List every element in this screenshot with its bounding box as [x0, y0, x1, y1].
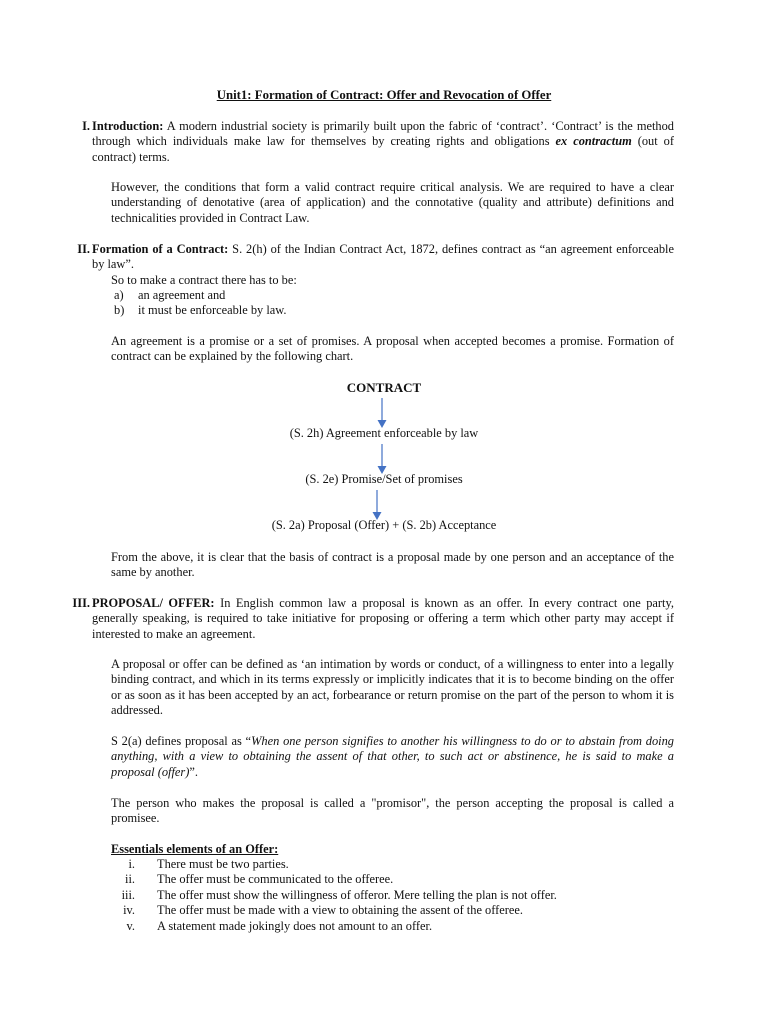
list-marker: a)	[114, 288, 124, 302]
essentials-list	[111, 857, 671, 934]
list-text: it must be enforceable by law.	[138, 303, 287, 318]
list-item	[111, 888, 671, 903]
formation-text: S. 2(h) of the Indian Contract Act, 1872, defines contract as “an agreement enforceable by law”.	[92, 242, 675, 272]
intro-latin-term: ex contractum	[555, 134, 632, 149]
list-text: an agreement and	[138, 288, 226, 302]
chart-node-proposal-acceptance: (S. 2a) Proposal (Offer) + (S. 2b) Acceptance	[271, 518, 497, 532]
offer-text: In English common law a proposal is known as an offer. In every contract one party, generally speaking, is required to take initiative for proposing or offering a term which other party may accept if interested to make an agreement.	[92, 596, 674, 641]
section-number-intro: I.	[82, 119, 90, 133]
chart-node-agreement: (S. 2h) Agreement enforceable by law	[289, 426, 479, 440]
list-text: A statement made jokingly does not amount to an offer.	[157, 918, 433, 933]
list-item	[111, 857, 671, 872]
essentials-heading: Essentials elements of an Offer:	[111, 842, 279, 856]
chart-node-contract: CONTRACT	[346, 380, 422, 395]
list-marker: i.	[128, 857, 135, 871]
list-item	[111, 919, 671, 934]
intro-heading: Introduction:	[92, 119, 164, 133]
offer-definition-end: ”.	[189, 764, 198, 779]
list-item	[111, 903, 671, 918]
list-marker: iv.	[123, 903, 135, 918]
formation-list-item	[111, 303, 671, 318]
formation-heading: Formation of a Contract:	[92, 242, 229, 256]
section-number-formation: II.	[77, 242, 90, 256]
list-text: The offer must be made with a view to obtaining the assent of the offeree.	[157, 903, 523, 918]
list-marker: iii.	[121, 887, 135, 902]
list-text: The offer must show the willingness of offeror. Mere telling the plan is not offer.	[157, 887, 557, 902]
document-title: Unit1: Formation of Contract: Offer and Revocation of Offer	[216, 88, 552, 102]
formation-paragraph-1	[92, 242, 674, 273]
offer-paragraph-1	[92, 596, 674, 642]
formation-list-item	[111, 288, 671, 303]
formation-lead: So to make a contract there has to be:	[111, 273, 297, 287]
intro-text-b: (out of contract) terms.	[92, 134, 675, 164]
list-marker: v.	[126, 918, 135, 933]
formation-list	[111, 288, 671, 319]
offer-paragraph-4: The person who makes the proposal is called a "promisor", the person accepting the proposal is called a promisee.	[111, 796, 674, 826]
offer-definition-lead: S 2(a) defines proposal as “	[111, 734, 252, 748]
list-text: There must be two parties.	[157, 857, 289, 871]
chart-node-promise: (S. 2e) Promise/Set of promises	[305, 472, 463, 486]
list-marker: b)	[114, 303, 125, 318]
offer-paragraph-2: A proposal or offer can be defined as ‘an intimation by words or conduct, of a willingness to enter into a legally binding contract, and which in its terms expressly or implicitly indicates that it is to become binding on the offer or as soon as it has been accepted by an act, forbearance or return promise on the part of the person to whom it is addressed.	[111, 657, 674, 718]
offer-heading: PROPOSAL/ OFFER:	[92, 596, 215, 610]
formation-paragraph-2: An agreement is a promise or a set of promises. A proposal when accepted becomes a promise. Formation of contract can be explained by the following chart.	[111, 334, 674, 364]
offer-definition-quote: When one person signifies to another his willingness to do or to abstain from doing anything, with a view to obtaining the assent of that other, to such act or abstinence, he is said to make a proposal (offer)	[111, 734, 674, 779]
intro-paragraph-1	[92, 119, 674, 165]
section-number-offer: III.	[72, 596, 90, 610]
intro-text-a: A modern industrial society is primarily built upon the fabric of ‘contract’. ‘Contract’ is the method through which individuals make law for themselves by creating rights and obligations	[92, 119, 675, 149]
list-item	[111, 872, 671, 887]
intro-paragraph-2: However, the conditions that form a valid contract require critical analysis. We are required to have a clear understanding of denotative (area of application) and the connotative (quality and attribute) definitions and technicalities provided in Contract Law.	[111, 180, 674, 225]
list-text: The offer must be communicated to the offeree.	[157, 872, 394, 887]
list-marker: ii.	[125, 872, 135, 887]
offer-paragraph-3	[111, 734, 674, 780]
formation-paragraph-3: From the above, it is clear that the basis of contract is a proposal made by one person and an acceptance of the same by another.	[111, 550, 674, 580]
